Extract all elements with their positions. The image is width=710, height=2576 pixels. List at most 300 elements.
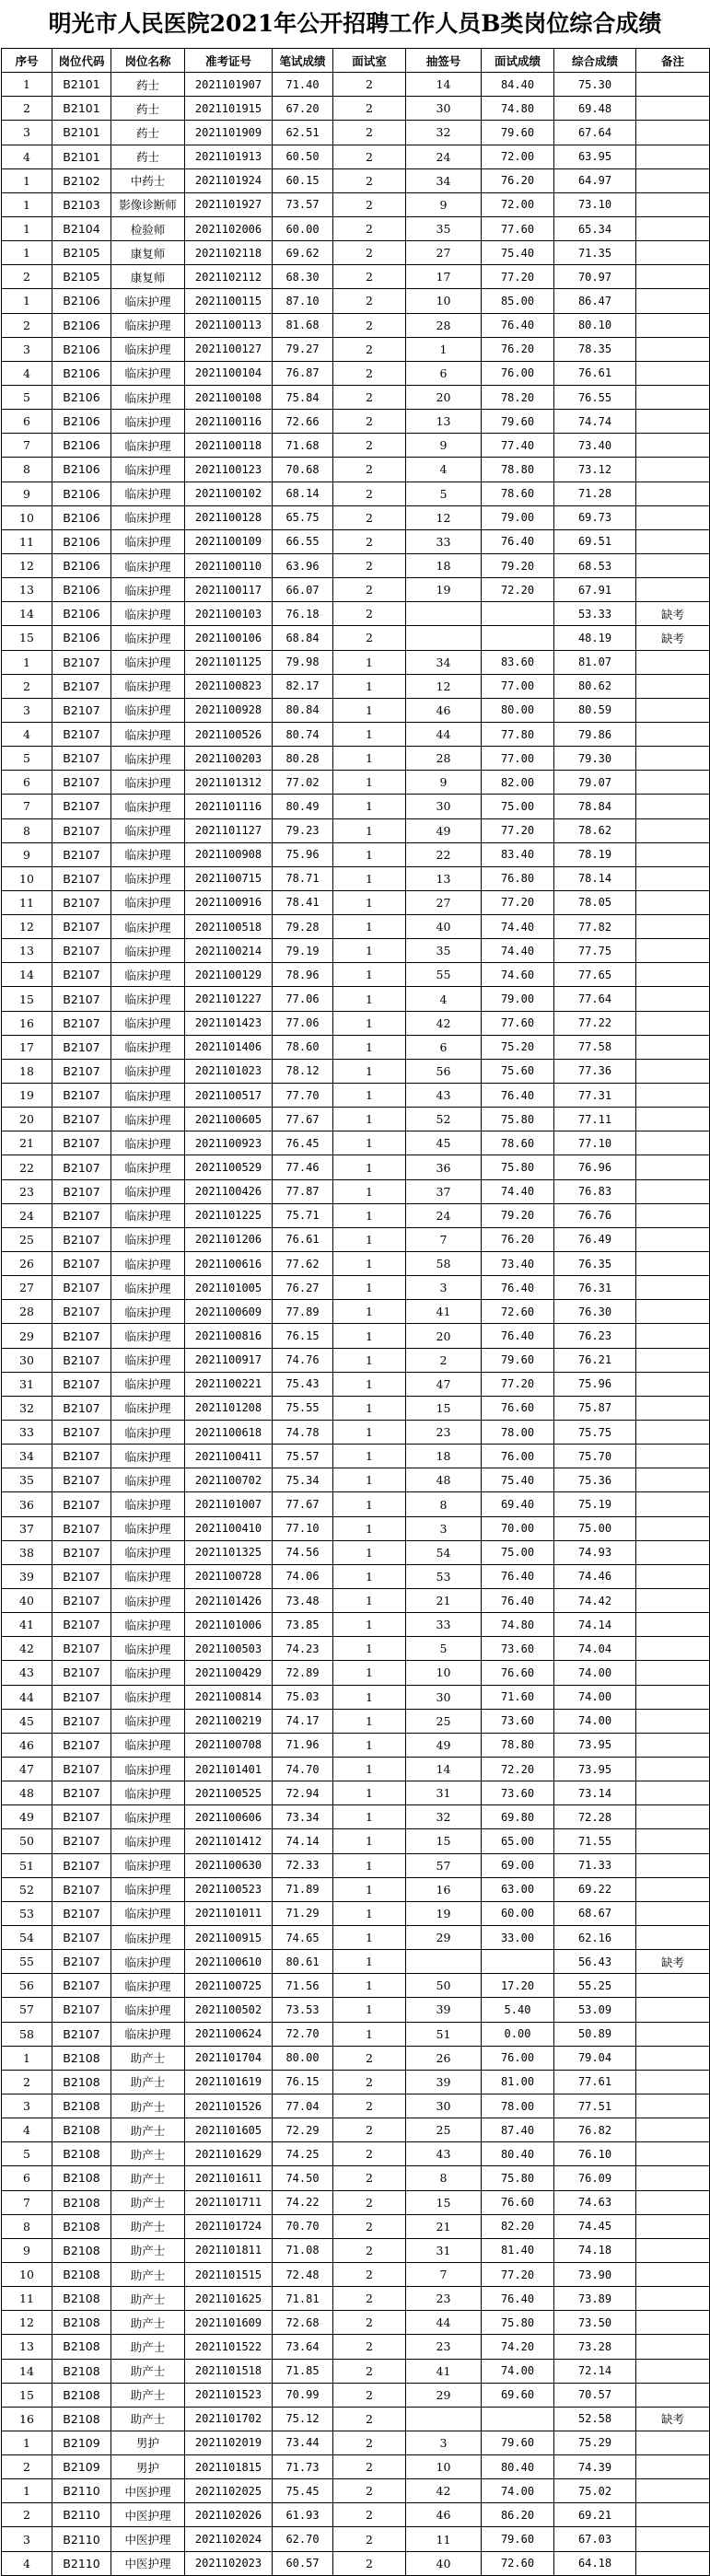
cell-draw-number: 15 xyxy=(406,1829,482,1853)
cell-interview-room: 2 xyxy=(333,2551,406,2575)
cell-interview-score: 76.20 xyxy=(482,337,554,361)
cell-seq: 10 xyxy=(2,505,52,529)
cell-remarks xyxy=(636,410,710,434)
cell-position-code: B2110 xyxy=(52,2527,111,2551)
cell-total-score: 76.55 xyxy=(554,385,636,409)
cell-position-name: 临床护理 xyxy=(111,1685,185,1709)
cell-total-score: 80.62 xyxy=(554,674,636,698)
cell-total-score: 72.28 xyxy=(554,1805,636,1829)
cell-total-score: 74.46 xyxy=(554,1564,636,1588)
cell-draw-number: 58 xyxy=(406,1252,482,1276)
cell-interview-room: 1 xyxy=(333,1252,406,1276)
cell-interview-score: 80.40 xyxy=(482,2455,554,2479)
cell-draw-number: 56 xyxy=(406,1059,482,1083)
cell-draw-number: 42 xyxy=(406,1011,482,1035)
cell-interview-score: 60.00 xyxy=(482,1901,554,1925)
header-draw-number: 抽签号 xyxy=(406,49,482,73)
cell-interview-room: 2 xyxy=(333,458,406,482)
cell-seq: 1 xyxy=(2,216,52,240)
cell-interview-room: 1 xyxy=(333,1492,406,1516)
cell-position-name: 临床护理 xyxy=(111,1901,185,1925)
cell-remarks xyxy=(636,1829,710,1853)
cell-interview-score: 72.60 xyxy=(482,1300,554,1324)
cell-position-code: B2108 xyxy=(52,2311,111,2335)
cell-seq: 10 xyxy=(2,2262,52,2286)
cell-draw-number: 49 xyxy=(406,818,482,842)
cell-total-score: 62.16 xyxy=(554,1925,636,1949)
cell-remarks xyxy=(636,1613,710,1637)
cell-position-name: 临床护理 xyxy=(111,1084,185,1108)
cell-exam-number: 2021100616 xyxy=(185,1252,273,1276)
cell-interview-room: 2 xyxy=(333,145,406,168)
cell-position-name: 临床护理 xyxy=(111,1059,185,1083)
cell-interview-room: 2 xyxy=(333,2479,406,2503)
table-row xyxy=(2,2214,710,2238)
cell-exam-number: 2021100923 xyxy=(185,1131,273,1155)
cell-position-code: B2108 xyxy=(52,2118,111,2142)
cell-exam-number: 2021100816 xyxy=(185,1324,273,1348)
cell-position-code: B2107 xyxy=(52,1421,111,1445)
cell-written-score: 75.34 xyxy=(273,1468,333,1492)
cell-position-code: B2107 xyxy=(52,1805,111,1829)
cell-exam-number: 2021100915 xyxy=(185,1925,273,1949)
table-row xyxy=(2,1421,710,1445)
cell-interview-score: 78.60 xyxy=(482,1131,554,1155)
cell-total-score: 77.36 xyxy=(554,1059,636,1083)
cell-interview-room: 2 xyxy=(333,2335,406,2359)
cell-position-name: 临床护理 xyxy=(111,1805,185,1829)
cell-draw-number: 13 xyxy=(406,866,482,890)
header-position-code: 岗位代码 xyxy=(52,49,111,73)
cell-position-name: 临床护理 xyxy=(111,458,185,482)
cell-exam-number: 2021101629 xyxy=(185,2142,273,2166)
cell-interview-score: 70.00 xyxy=(482,1516,554,1540)
cell-interview-room: 2 xyxy=(333,313,406,337)
cell-interview-score: 79.60 xyxy=(482,1348,554,1372)
cell-draw-number: 18 xyxy=(406,553,482,577)
cell-draw-number: 7 xyxy=(406,1227,482,1251)
cell-written-score: 77.67 xyxy=(273,1492,333,1516)
cell-total-score: 52.58 xyxy=(554,2407,636,2431)
cell-position-name: 临床护理 xyxy=(111,771,185,795)
cell-interview-score: 33.00 xyxy=(482,1925,554,1949)
cell-interview-room: 2 xyxy=(333,361,406,385)
cell-total-score: 75.02 xyxy=(554,2479,636,2503)
table-row xyxy=(2,1781,710,1805)
cell-remarks xyxy=(636,1468,710,1492)
cell-interview-room: 2 xyxy=(333,2527,406,2551)
table-row xyxy=(2,842,710,866)
cell-position-code: B2107 xyxy=(52,1829,111,1853)
cell-written-score: 87.10 xyxy=(273,289,333,313)
cell-seq: 13 xyxy=(2,2335,52,2359)
cell-remarks xyxy=(636,1516,710,1540)
cell-exam-number: 2021100605 xyxy=(185,1108,273,1131)
cell-written-score: 71.08 xyxy=(273,2238,333,2262)
table-row xyxy=(2,2527,710,2551)
cell-written-score: 71.85 xyxy=(273,2359,333,2383)
cell-remarks xyxy=(636,2311,710,2335)
cell-position-name: 助产士 xyxy=(111,2383,185,2407)
cell-draw-number: 23 xyxy=(406,1421,482,1445)
cell-exam-number: 2021102112 xyxy=(185,265,273,289)
cell-seq: 4 xyxy=(2,145,52,168)
table-row xyxy=(2,505,710,529)
cell-exam-number: 2021100102 xyxy=(185,482,273,505)
cell-total-score: 74.45 xyxy=(554,2214,636,2238)
cell-seq: 7 xyxy=(2,434,52,458)
cell-position-code: B2104 xyxy=(52,216,111,240)
cell-draw-number xyxy=(406,602,482,626)
cell-position-code: B2106 xyxy=(52,385,111,409)
cell-position-name: 药士 xyxy=(111,121,185,145)
cell-position-name: 临床护理 xyxy=(111,915,185,939)
cell-interview-score: 77.60 xyxy=(482,216,554,240)
cell-interview-score: 74.40 xyxy=(482,939,554,963)
cell-written-score: 72.48 xyxy=(273,2262,333,2286)
cell-seq: 43 xyxy=(2,1661,52,1685)
cell-exam-number: 2021101702 xyxy=(185,2407,273,2431)
cell-remarks xyxy=(636,361,710,385)
cell-draw-number: 49 xyxy=(406,1733,482,1757)
cell-draw-number: 25 xyxy=(406,2118,482,2142)
cell-draw-number: 48 xyxy=(406,1468,482,1492)
cell-exam-number: 2021101006 xyxy=(185,1613,273,1637)
cell-interview-score: 72.20 xyxy=(482,578,554,602)
cell-interview-room: 1 xyxy=(333,1468,406,1492)
cell-total-score: 80.10 xyxy=(554,313,636,337)
cell-interview-score: 5.40 xyxy=(482,1998,554,2022)
cell-total-score: 75.87 xyxy=(554,1396,636,1420)
cell-position-code: B2108 xyxy=(52,2287,111,2311)
table-row xyxy=(2,1155,710,1179)
cell-position-name: 临床护理 xyxy=(111,289,185,313)
cell-remarks xyxy=(636,241,710,265)
cell-total-score: 77.58 xyxy=(554,1035,636,1059)
cell-interview-room: 1 xyxy=(333,795,406,818)
cell-position-code: B2110 xyxy=(52,2503,111,2527)
cell-position-code: B2107 xyxy=(52,1925,111,1949)
cell-written-score: 70.68 xyxy=(273,458,333,482)
cell-position-name: 临床护理 xyxy=(111,313,185,337)
cell-draw-number: 24 xyxy=(406,1203,482,1227)
cell-draw-number: 19 xyxy=(406,578,482,602)
cell-written-score: 76.15 xyxy=(273,2070,333,2094)
cell-remarks xyxy=(636,2166,710,2190)
cell-total-score: 77.64 xyxy=(554,987,636,1011)
cell-position-name: 临床护理 xyxy=(111,1227,185,1251)
cell-interview-room: 1 xyxy=(333,1805,406,1829)
cell-position-name: 临床护理 xyxy=(111,842,185,866)
cell-seq: 51 xyxy=(2,1853,52,1877)
cell-draw-number: 2 xyxy=(406,1348,482,1372)
cell-seq: 2 xyxy=(2,313,52,337)
cell-position-name: 临床护理 xyxy=(111,1324,185,1348)
cell-interview-room: 1 xyxy=(333,1757,406,1781)
cell-draw-number: 39 xyxy=(406,2070,482,2094)
cell-exam-number: 2021100110 xyxy=(185,553,273,577)
cell-written-score: 75.96 xyxy=(273,842,333,866)
cell-written-score: 80.00 xyxy=(273,2046,333,2070)
cell-interview-room: 2 xyxy=(333,2094,406,2118)
cell-position-name: 临床护理 xyxy=(111,1733,185,1757)
cell-interview-score: 84.40 xyxy=(482,73,554,97)
table-row xyxy=(2,1227,710,1251)
table-row xyxy=(2,1179,710,1203)
table-row xyxy=(2,145,710,168)
cell-written-score: 71.29 xyxy=(273,1901,333,1925)
cell-seq: 32 xyxy=(2,1396,52,1420)
cell-interview-score: 72.00 xyxy=(482,192,554,216)
cell-remarks: 缺考 xyxy=(636,602,710,626)
cell-interview-room: 1 xyxy=(333,698,406,722)
cell-seq: 2 xyxy=(2,265,52,289)
cell-seq: 15 xyxy=(2,2383,52,2407)
cell-remarks xyxy=(636,2335,710,2359)
cell-draw-number: 21 xyxy=(406,2214,482,2238)
cell-interview-score: 77.00 xyxy=(482,747,554,771)
cell-seq: 5 xyxy=(2,2142,52,2166)
cell-total-score: 77.31 xyxy=(554,1084,636,1108)
cell-draw-number: 20 xyxy=(406,385,482,409)
cell-exam-number: 2021100109 xyxy=(185,529,273,553)
cell-exam-number: 2021101116 xyxy=(185,795,273,818)
table-row xyxy=(2,1733,710,1757)
cell-seq: 13 xyxy=(2,578,52,602)
cell-exam-number: 2021100203 xyxy=(185,747,273,771)
cell-exam-number: 2021100529 xyxy=(185,1155,273,1179)
cell-draw-number: 4 xyxy=(406,458,482,482)
cell-interview-score: 63.00 xyxy=(482,1877,554,1901)
cell-exam-number: 2021100517 xyxy=(185,1084,273,1108)
cell-interview-score: 75.80 xyxy=(482,1155,554,1179)
cell-draw-number: 3 xyxy=(406,2431,482,2454)
cell-interview-score: 72.60 xyxy=(482,2551,554,2575)
cell-interview-room: 1 xyxy=(333,1227,406,1251)
cell-exam-number: 2021100916 xyxy=(185,890,273,914)
cell-interview-score: 71.60 xyxy=(482,1685,554,1709)
cell-draw-number: 31 xyxy=(406,1781,482,1805)
cell-seq: 9 xyxy=(2,482,52,505)
cell-total-score: 76.82 xyxy=(554,2118,636,2142)
cell-draw-number xyxy=(406,2407,482,2431)
cell-draw-number: 30 xyxy=(406,1685,482,1709)
cell-written-score: 74.14 xyxy=(273,1829,333,1853)
cell-remarks xyxy=(636,818,710,842)
cell-exam-number: 2021100104 xyxy=(185,361,273,385)
cell-written-score: 76.45 xyxy=(273,1131,333,1155)
cell-interview-score: 78.20 xyxy=(482,385,554,409)
cell-exam-number: 2021101625 xyxy=(185,2287,273,2311)
header-interview-score: 面试成绩 xyxy=(482,49,554,73)
table-row xyxy=(2,1300,710,1324)
table-row xyxy=(2,1203,710,1227)
cell-draw-number: 25 xyxy=(406,1709,482,1733)
cell-remarks xyxy=(636,2094,710,2118)
cell-seq: 50 xyxy=(2,1829,52,1853)
cell-total-score: 78.05 xyxy=(554,890,636,914)
cell-seq: 12 xyxy=(2,2311,52,2335)
cell-position-name: 临床护理 xyxy=(111,410,185,434)
table-row xyxy=(2,771,710,795)
cell-interview-room: 1 xyxy=(333,915,406,939)
cell-written-score: 71.73 xyxy=(273,2455,333,2479)
cell-written-score: 75.55 xyxy=(273,1396,333,1420)
cell-interview-room: 2 xyxy=(333,289,406,313)
cell-position-name: 临床护理 xyxy=(111,987,185,1011)
cell-seq: 11 xyxy=(2,529,52,553)
cell-draw-number: 51 xyxy=(406,2022,482,2046)
cell-remarks xyxy=(636,1084,710,1108)
cell-interview-score: 76.40 xyxy=(482,1084,554,1108)
cell-interview-score: 79.00 xyxy=(482,505,554,529)
cell-remarks xyxy=(636,747,710,771)
cell-exam-number: 2021100928 xyxy=(185,698,273,722)
cell-remarks xyxy=(636,2118,710,2142)
cell-exam-number: 2021101325 xyxy=(185,1540,273,1564)
cell-interview-room: 1 xyxy=(333,1564,406,1588)
cell-draw-number: 10 xyxy=(406,289,482,313)
cell-seq: 1 xyxy=(2,2046,52,2070)
cell-position-name: 男护 xyxy=(111,2431,185,2454)
table-row xyxy=(2,2094,710,2118)
cell-position-code: B2108 xyxy=(52,2238,111,2262)
cell-total-score: 69.51 xyxy=(554,529,636,553)
cell-interview-score: 87.40 xyxy=(482,2118,554,2142)
cell-seq: 8 xyxy=(2,818,52,842)
table-row xyxy=(2,2190,710,2214)
cell-position-code: B2107 xyxy=(52,1324,111,1348)
table-row xyxy=(2,2311,710,2335)
cell-position-code: B2106 xyxy=(52,410,111,434)
cell-remarks xyxy=(636,2479,710,2503)
cell-interview-score: 82.00 xyxy=(482,771,554,795)
cell-interview-score: 74.00 xyxy=(482,2479,554,2503)
cell-seq: 6 xyxy=(2,410,52,434)
cell-seq: 57 xyxy=(2,1998,52,2022)
cell-position-name: 男护 xyxy=(111,2455,185,2479)
cell-seq: 37 xyxy=(2,1516,52,1540)
cell-remarks xyxy=(636,529,710,553)
cell-draw-number: 33 xyxy=(406,529,482,553)
cell-remarks xyxy=(636,121,710,145)
cell-exam-number: 2021100103 xyxy=(185,602,273,626)
cell-remarks xyxy=(636,1492,710,1516)
cell-interview-room: 1 xyxy=(333,1637,406,1661)
cell-remarks xyxy=(636,1131,710,1155)
cell-seq: 7 xyxy=(2,795,52,818)
cell-remarks xyxy=(636,505,710,529)
cell-remarks xyxy=(636,1733,710,1757)
cell-position-name: 临床护理 xyxy=(111,1372,185,1396)
cell-total-score: 68.53 xyxy=(554,553,636,577)
cell-written-score: 61.93 xyxy=(273,2503,333,2527)
cell-interview-room: 2 xyxy=(333,482,406,505)
table-row xyxy=(2,795,710,818)
cell-interview-score: 76.00 xyxy=(482,361,554,385)
cell-interview-room: 1 xyxy=(333,771,406,795)
cell-total-score: 77.61 xyxy=(554,2070,636,2094)
cell-position-code: B2107 xyxy=(52,866,111,890)
table-row xyxy=(2,1516,710,1540)
cell-interview-score: 76.60 xyxy=(482,2190,554,2214)
cell-draw-number: 46 xyxy=(406,2503,482,2527)
cell-position-name: 临床护理 xyxy=(111,1998,185,2022)
cell-total-score: 74.18 xyxy=(554,2238,636,2262)
cell-written-score: 67.20 xyxy=(273,97,333,121)
scores-table xyxy=(1,48,710,2576)
cell-exam-number: 2021101312 xyxy=(185,771,273,795)
cell-position-code: B2101 xyxy=(52,145,111,168)
cell-written-score: 70.70 xyxy=(273,2214,333,2238)
cell-draw-number: 10 xyxy=(406,2455,482,2479)
cell-seq: 44 xyxy=(2,1685,52,1709)
cell-total-score: 79.07 xyxy=(554,771,636,795)
cell-interview-room: 1 xyxy=(333,1372,406,1396)
cell-total-score: 71.28 xyxy=(554,482,636,505)
cell-written-score: 79.27 xyxy=(273,337,333,361)
cell-draw-number: 35 xyxy=(406,216,482,240)
cell-draw-number: 1 xyxy=(406,337,482,361)
cell-seq: 5 xyxy=(2,747,52,771)
cell-position-name: 临床护理 xyxy=(111,1492,185,1516)
cell-written-score: 73.48 xyxy=(273,1589,333,1613)
cell-interview-score: 74.80 xyxy=(482,97,554,121)
cell-seq: 2 xyxy=(2,2503,52,2527)
cell-total-score: 71.55 xyxy=(554,1829,636,1853)
cell-draw-number: 52 xyxy=(406,1108,482,1131)
cell-draw-number: 11 xyxy=(406,2527,482,2551)
cell-position-name: 临床护理 xyxy=(111,1179,185,1203)
cell-position-code: B2107 xyxy=(52,1276,111,1300)
cell-exam-number: 2021101811 xyxy=(185,2238,273,2262)
cell-position-name: 助产士 xyxy=(111,2046,185,2070)
cell-seq: 24 xyxy=(2,1203,52,1227)
cell-written-score: 76.15 xyxy=(273,1324,333,1348)
cell-remarks xyxy=(636,2142,710,2166)
cell-written-score: 74.23 xyxy=(273,1637,333,1661)
table-row xyxy=(2,2359,710,2383)
cell-seq: 2 xyxy=(2,2455,52,2479)
cell-exam-number: 2021101815 xyxy=(185,2455,273,2479)
cell-total-score: 64.97 xyxy=(554,168,636,192)
cell-interview-score: 75.60 xyxy=(482,1059,554,1083)
cell-position-name: 助产士 xyxy=(111,2287,185,2311)
cell-total-score: 74.00 xyxy=(554,1709,636,1733)
table-row xyxy=(2,1011,710,1035)
table-row xyxy=(2,2455,710,2479)
cell-position-name: 药士 xyxy=(111,73,185,97)
cell-interview-room: 2 xyxy=(333,2287,406,2311)
cell-position-code: B2107 xyxy=(52,842,111,866)
cell-written-score: 72.29 xyxy=(273,2118,333,2142)
table-row xyxy=(2,385,710,409)
cell-seq: 55 xyxy=(2,1950,52,1974)
cell-exam-number: 2021100106 xyxy=(185,626,273,650)
cell-interview-room: 1 xyxy=(333,1084,406,1108)
cell-remarks xyxy=(636,553,710,577)
page-title: 明光市人民医院2021年公开招聘工作人员B类岗位综合成绩 xyxy=(48,10,662,37)
cell-interview-room: 1 xyxy=(333,674,406,698)
cell-draw-number: 36 xyxy=(406,1155,482,1179)
cell-seq: 52 xyxy=(2,1877,52,1901)
cell-draw-number: 31 xyxy=(406,2238,482,2262)
cell-position-code: B2107 xyxy=(52,1179,111,1203)
cell-seq: 2 xyxy=(2,674,52,698)
cell-total-score: 68.67 xyxy=(554,1901,636,1925)
cell-interview-score: 83.60 xyxy=(482,650,554,674)
cell-interview-score: 75.40 xyxy=(482,241,554,265)
